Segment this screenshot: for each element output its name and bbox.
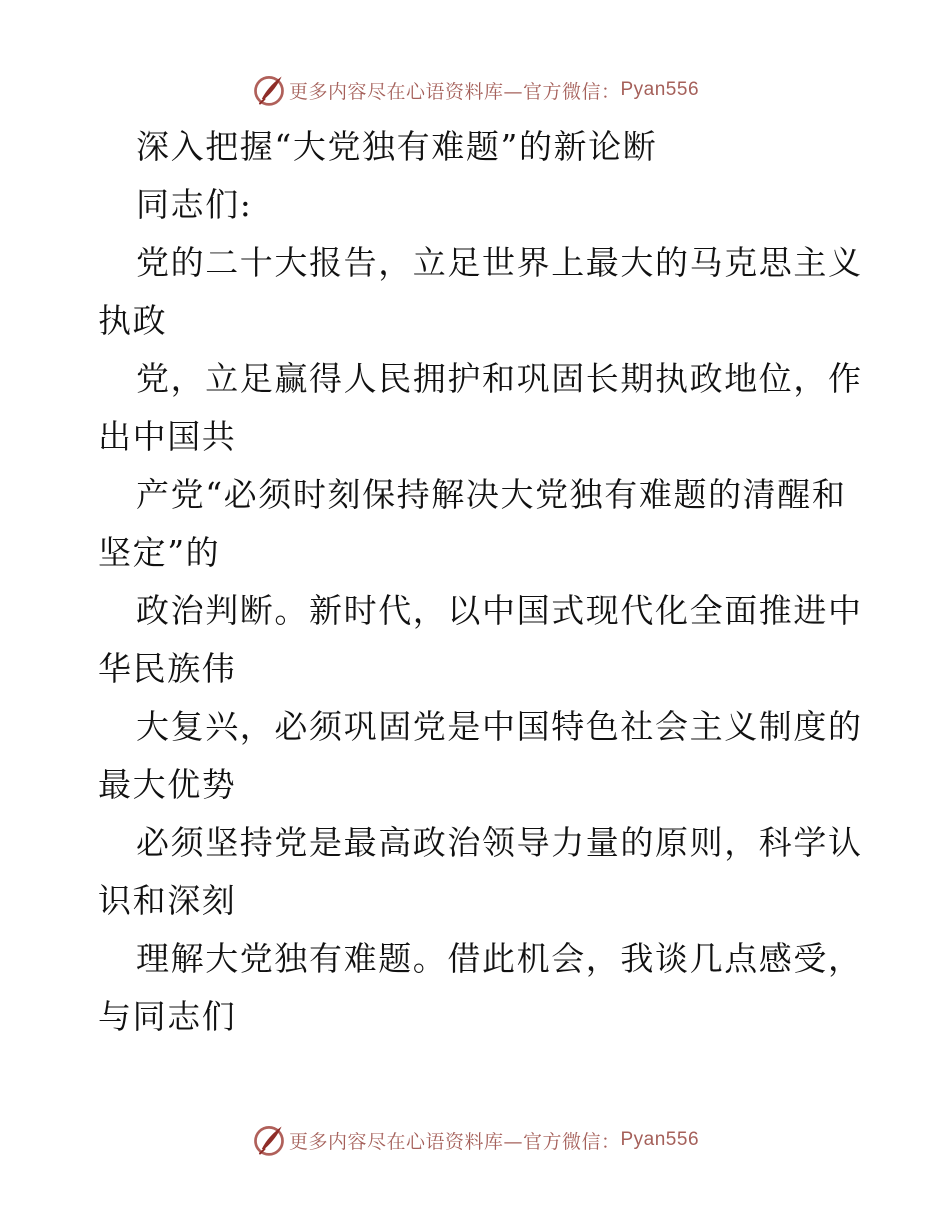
paragraph-line: 党，立足赢得人民拥护和巩固长期执政地位，作	[136, 359, 863, 398]
document-title: 深入把握“大党独有难题”的新论断	[136, 127, 658, 166]
paragraph-line: 与同志们	[98, 997, 237, 1036]
header-wechat-id: Pyan556	[620, 79, 700, 100]
paragraph-line: 理解大党独有难题。借此机会，我谈几点感受，	[136, 939, 863, 978]
paragraph-line: 党的二十大报告，立足世界上最大的马克思主义	[136, 243, 863, 282]
footer-watermark	[0, 1120, 950, 1160]
footer-watermark-inner	[251, 1120, 699, 1160]
quill-pen-circle-icon	[251, 72, 287, 108]
paragraph-line: 同志们:	[136, 185, 253, 224]
paragraph-line: 出中国共	[98, 417, 237, 456]
paragraph-line: 执政	[98, 301, 168, 340]
paragraph-line: 华民族伟	[98, 649, 237, 688]
header-watermark-inner	[251, 70, 699, 110]
footer-wechat-id: Pyan556	[620, 1129, 700, 1150]
header-watermark	[0, 70, 950, 110]
paragraph-line: 产党“必须时刻保持解决大党独有难题的清醒和	[136, 475, 847, 514]
footer-watermark-text: 更多内容尽在心语资料库—官方微信：	[288, 1130, 621, 1153]
quill-pen-circle-icon	[251, 1122, 287, 1158]
header-watermark-text: 更多内容尽在心语资料库—官方微信：	[288, 80, 621, 103]
paragraph-line: 政治判断。新时代，以中国式现代化全面推进中	[136, 591, 863, 630]
paragraph-line: 坚定”的	[98, 533, 221, 572]
document-body	[98, 118, 863, 1046]
paragraph-line: 大复兴，必须巩固党是中国特色社会主义制度的	[136, 707, 863, 746]
paragraph-line: 识和深刻	[98, 881, 237, 920]
paragraph-line: 最大优势	[98, 765, 237, 804]
paragraph-line: 必须坚持党是最高政治领导力量的原则，科学认	[136, 823, 863, 862]
